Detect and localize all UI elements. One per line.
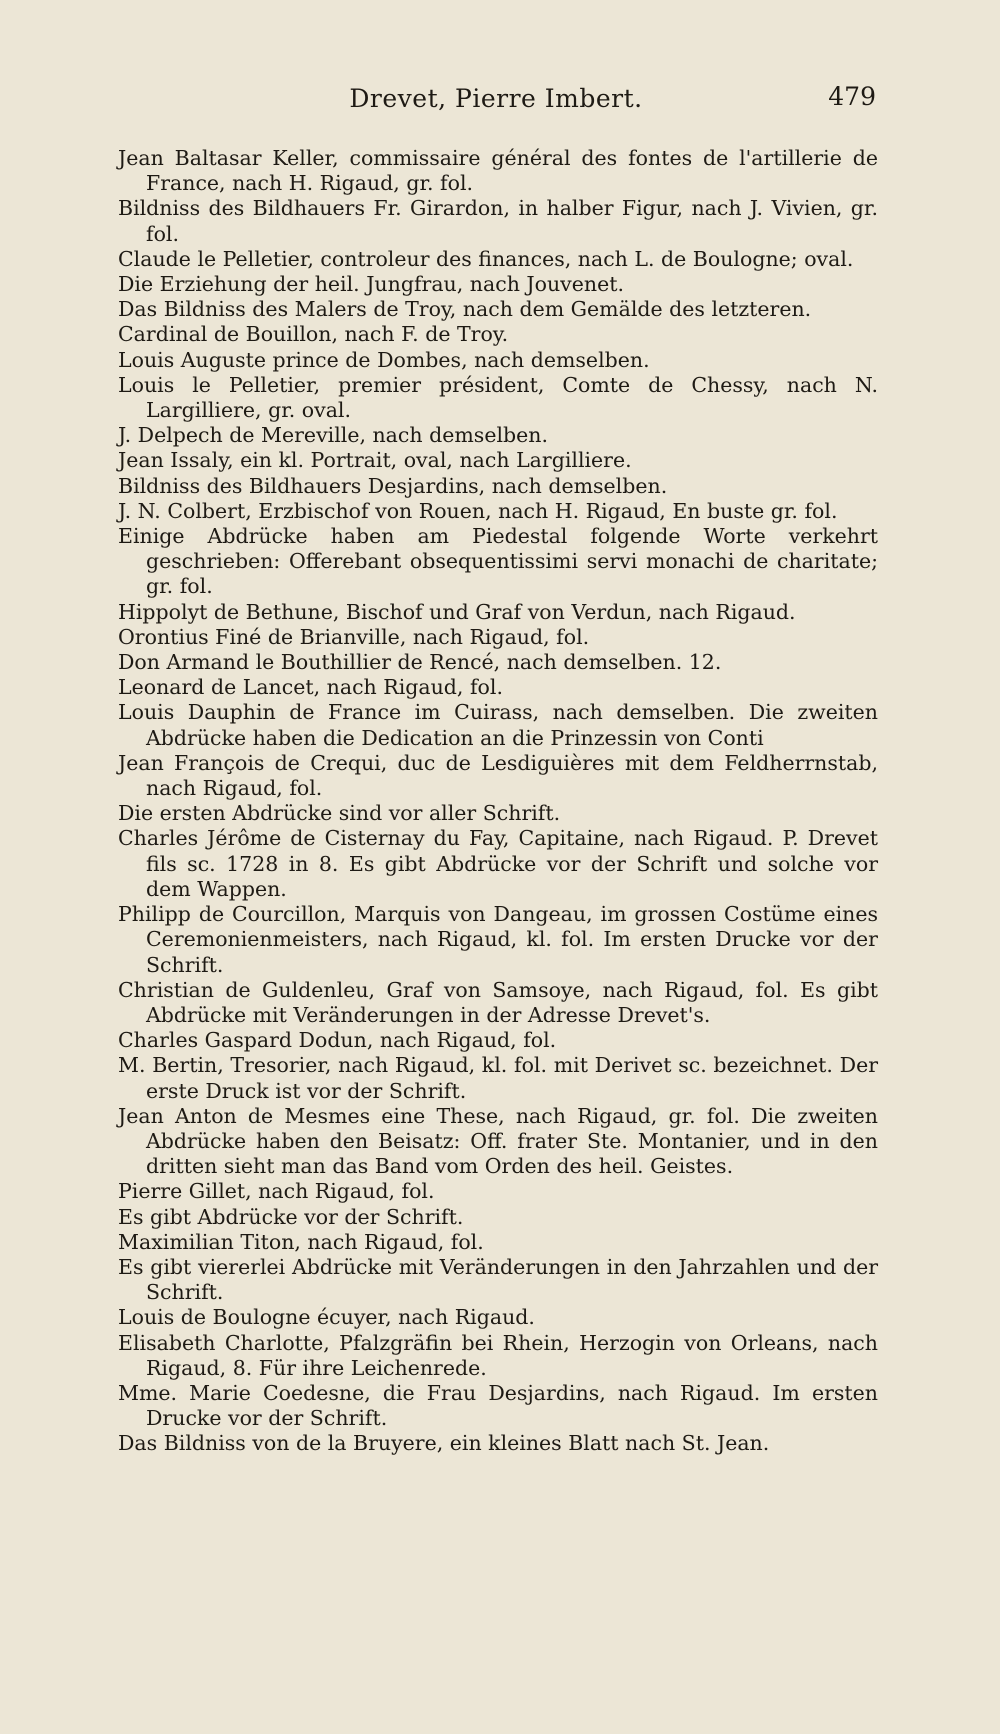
entry: Claude le Pelletier, controleur des finances, nach L. de Boulogne; oval. xyxy=(118,246,854,271)
entry: Die ersten Abdrücke sind vor aller Schrift. xyxy=(118,801,561,826)
entry: Es gibt viererlei Abdrücke mit Veränderungen in den Jahrzahlen und der Schrift. xyxy=(118,1254,878,1305)
entry: Mme. Marie Coedesne, die Frau Desjardins, nach Rigaud. Im ersten Drucke vor der Schrift. xyxy=(118,1380,878,1431)
entry: Louis Auguste prince de Dombes, nach demselben. xyxy=(118,347,650,372)
entry: M. Bertin, Tresorier, nach Rigaud, kl. fol. mit Derivet sc. bezeichnet. Der erste Druck ist vor der Schrift. xyxy=(118,1053,878,1103)
entry-list xyxy=(118,146,878,1457)
entry: Maximilian Titon, nach Rigaud, fol. xyxy=(118,1229,484,1254)
running-title: Drevet, Pierre Imbert. xyxy=(349,84,643,113)
entry: Cardinal de Bouillon, nach F. de Troy. xyxy=(118,322,509,347)
page-number: 479 xyxy=(828,82,876,111)
entry: Jean Anton de Mesmes eine These, nach Rigaud, gr. fol. Die zweiten Abdrücke haben den Beisatz: Off. frater Ste. Montanier, und in den dritten sieht man das Band vom Orden des heil. Geistes. xyxy=(118,1103,878,1179)
entry: Das Bildniss des Malers de Troy, nach dem Gemälde des letzteren. xyxy=(118,297,812,322)
entry: Louis de Boulogne écuyer, nach Rigaud. xyxy=(118,1305,535,1330)
entry: Charles Jérôme de Cisternay du Fay, Capitaine, nach Rigaud. P. Drevet fils sc. 1728 in 8. Es gibt Abdrücke vor der Schrift und solche vor dem Wappen. xyxy=(118,826,878,901)
entry: Louis Dauphin de France im Cuirass, nach demselben. Die zweiten Abdrücke haben die Dedication an die Prinzessin von Conti xyxy=(118,700,878,750)
entry: Einige Abdrücke haben am Piedestal folgende Worte verkehrt geschrieben: Offerebant obsequentissimi servi monachi de charitate; gr. fol. xyxy=(118,524,878,599)
entry: Orontius Finé de Brianville, nach Rigaud, fol. xyxy=(118,624,590,649)
entry: Philipp de Courcillon, Marquis von Dangeau, im grossen Costüme eines Ceremonienmeisters, nach Rigaud, kl. fol. Im ersten Drucke vor der Schrift. xyxy=(118,902,878,977)
entry: Don Armand le Bouthillier de Rencé, nach demselben. 12. xyxy=(118,650,722,675)
entry: Louis le Pelletier, premier président, Comte de Chessy, nach N. Largilliere, gr. oval. xyxy=(118,372,878,423)
entry: Christian de Guldenleu, Graf von Samsoye, nach Rigaud, fol. Es gibt Abdrücke mit Veränderungen in der Adresse Drevet's. xyxy=(118,977,878,1027)
entry: Jean Issaly, ein kl. Portrait, oval, nach Largilliere. xyxy=(118,448,632,473)
entry: Jean Baltasar Keller, commissaire général des fontes de l'artillerie de France, nach H. Rigaud, gr. fol. xyxy=(118,146,878,196)
entry: Pierre Gillet, nach Rigaud, fol. xyxy=(118,1179,435,1204)
page-header xyxy=(116,82,876,122)
entry: J. N. Colbert, Erzbischof von Rouen, nach H. Rigaud, En buste gr. fol. xyxy=(118,498,838,523)
entry: Jean François de Crequi, duc de Lesdiguières mit dem Feldherrnstab, nach Rigaud, fol. xyxy=(118,750,878,801)
entry: Elisabeth Charlotte, Pfalzgräfin bei Rhein, Herzogin von Orleans, nach Rigaud, 8. Für ihre Leichenrede. xyxy=(118,1330,878,1380)
entry: Die Erziehung der heil. Jungfrau, nach Jouvenet. xyxy=(118,272,624,297)
entry: Das Bildniss von de la Bruyere, ein kleines Blatt nach St. Jean. xyxy=(118,1431,770,1456)
entry: Bildniss des Bildhauers Desjardins, nach demselben. xyxy=(118,473,668,498)
entry: Charles Gaspard Dodun, nach Rigaud, fol. xyxy=(118,1028,557,1053)
entry: Hippolyt de Bethune, Bischof und Graf von Verdun, nach Rigaud. xyxy=(118,599,796,624)
entry: Bildniss des Bildhauers Fr. Girardon, in halber Figur, nach J. Vivien, gr. fol. xyxy=(118,196,878,246)
entry: Leonard de Lancet, nach Rigaud, fol. xyxy=(118,675,503,700)
entry: Es gibt Abdrücke vor der Schrift. xyxy=(118,1204,464,1229)
entry: J. Delpech de Mereville, nach demselben. xyxy=(118,423,548,448)
